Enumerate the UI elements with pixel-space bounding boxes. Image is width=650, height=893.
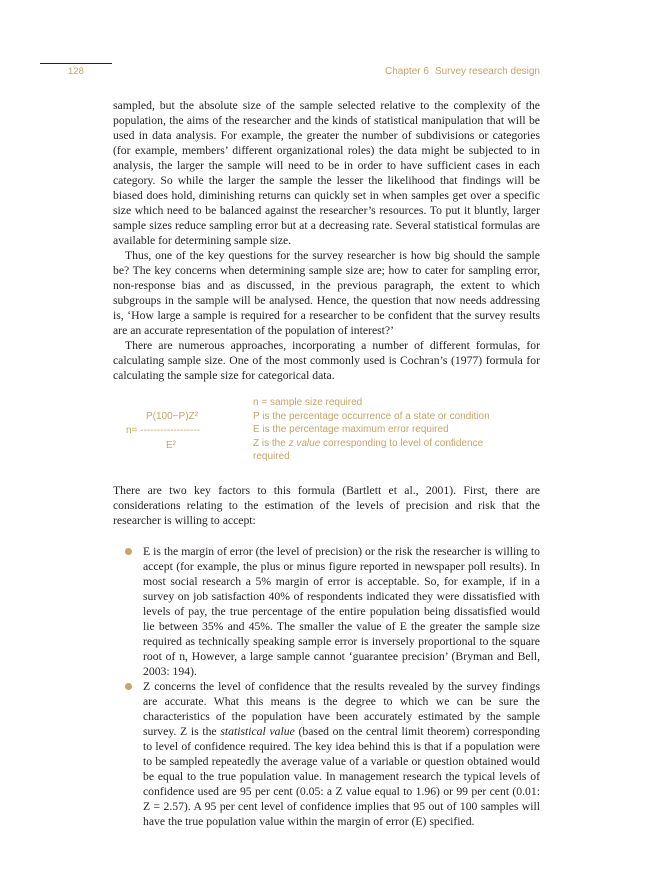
definition-p: P is the percentage occurrence of a state or condition — [253, 410, 490, 422]
formula-n-equals: n= — [126, 425, 138, 436]
bullet-text-z-a: Z concerns the level of confidence that the results revealed by the survey findings are accurate. What this means is the degree to which we can be sure the characteristics of the population have been accurately estimated by the sample survey. Z is the — [143, 680, 540, 738]
formula-fraction-bar: ------------------ — [140, 425, 201, 436]
definition-z-prefix: Z is the — [253, 437, 286, 449]
formula-denominator: E² — [166, 440, 176, 451]
bullet-term-statistical-value: statistical value — [220, 725, 295, 738]
formula-numerator: P(100−P)Z² — [146, 411, 198, 422]
chapter-title: Survey research design — [434, 66, 540, 77]
running-head — [385, 66, 540, 77]
formula-lhs — [126, 424, 200, 438]
paragraph-key-factors: There are two key factors to this formula (Bartlett et al., 2001). First, there are considerations relating to the estimation of the levels of precision and risk that the researcher is willing to accept: — [113, 484, 540, 527]
body-text — [113, 98, 540, 829]
bullet-text-e: E is the margin of error (the level of precision) or the risk the researcher is willing to accept (for example, the plus or minus figure reported in newspaper poll results). In most social research a 5% margin of error is acceptable. So, for example, if in a survey on job satisfaction 40% of respondents indicated they were dissatisfied with levels of pay, the true percentage of the entire population being dissatisfied would lie between 35% and 45%. The smaller the value of E the greater the sample size required as technically speaking sample error is inversely proportional to the square root of n, However, a large sample cannot ‘guarantee precision’ (Bryman and Bell, 2003: 194). — [143, 545, 540, 678]
definition-z-term: z value — [288, 437, 321, 449]
header-rule — [40, 63, 112, 64]
definition-z-continued: required — [253, 451, 290, 462]
bullet-text-z-b: (based on the central limit theorem) corresponding to level of confidence required. The key idea behind this is that if a population were to be sampled repeatedly the average value of a variable or question obtained would be equal to the true population value. In management research the typical levels of confidence used are 95 per cent (0.05: a Z value equal to 1.96) or 99 per cent (0.01: Z = 2.57). A 95 per cent level of confidence implies that 95 out of 100 samples will have the true population value within the margin of error (E) specified. — [143, 725, 541, 828]
definition-z — [253, 437, 543, 451]
bullet-dot-icon — [125, 548, 132, 555]
chapter-label: Chapter 6 — [385, 66, 429, 77]
definition-z-suffix: corresponding to level of confidence — [323, 437, 484, 449]
bullet-list — [113, 544, 540, 829]
paragraph-sample-size: sampled, but the absolute size of the sample selected relative to the complexity of the population, the aims of the researcher and the kinds of statistical manipulation that will be used in data analysis. For example, the greater the number of subdivisions or categories (for example, members’ different organizational roles) the data might be subjected to in analysis, the larger the sample will need to be in order to have sufficient cases in each category. So while the larger the sample the lesser the likelihood that findings will be biased does hold, diminishing returns can quickly set in when samples get over a specific size which need to be balanced against the researcher’s resources. To put it bluntly, larger sample sizes reduce sampling error but at a decreasing rate. Several statistical formulas are available for determining sample size. — [113, 99, 540, 247]
bullet-dot-icon — [125, 683, 132, 690]
cochran-formula — [113, 395, 540, 467]
definition-e: E is the percentage maximum error required — [253, 424, 449, 435]
definition-n: n = sample size required — [253, 397, 363, 408]
paragraph-key-questions: Thus, one of the key questions for the survey researcher is how big should the sample be? The key concerns when determining sample size are; how to cater for sampling error, non-response bias and as discussed, in the previous paragraph, the extent to which subgroups in the sample will be analysed. Hence, the question that now needs addressing is, ‘How large a sample is required for a researcher to be confident that the survey results are an accurate representation of the population of interest?’ — [113, 249, 540, 337]
bullet-item-e — [113, 544, 540, 679]
page-number: 128 — [68, 66, 84, 77]
formula-definitions — [253, 396, 543, 464]
paragraph-approaches: There are numerous approaches, incorporating a number of different formulas, for calculating sample size. One of the most commonly used is Cochran’s (1977) formula for calculating the sample size for categorical data. — [113, 339, 540, 382]
bullet-item-z — [113, 679, 540, 829]
